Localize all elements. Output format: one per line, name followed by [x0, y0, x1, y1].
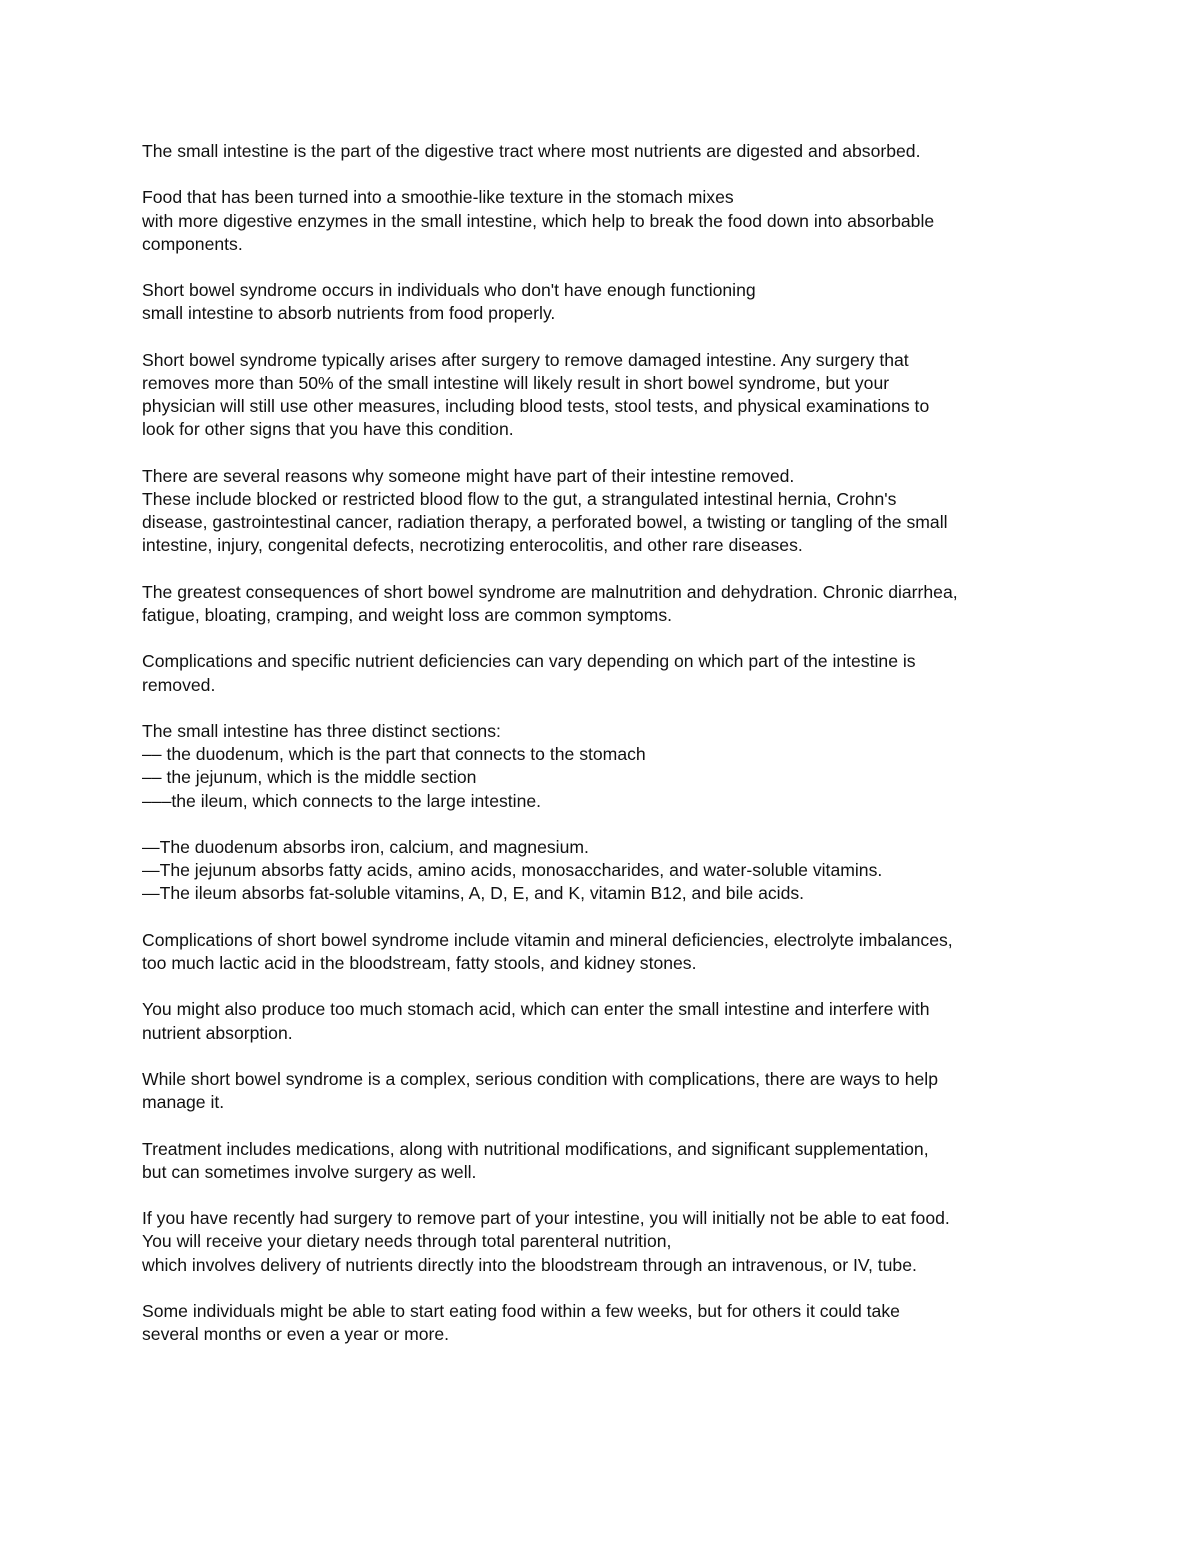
- paragraph: [142, 186, 1072, 256]
- text-line: –––the ileum, which connects to the large intestine.: [142, 790, 542, 811]
- paragraph: [142, 279, 1072, 325]
- paragraph: [142, 140, 1072, 163]
- text-line: —The duodenum absorbs iron, calcium, and magnesium.: [142, 836, 589, 857]
- paragraph: [142, 1068, 1072, 1114]
- paragraph: [142, 929, 1072, 975]
- text-line: Some individuals might be able to start eating food within a few weeks, but for others it could take: [142, 1300, 900, 1321]
- document-page: [142, 140, 1072, 1370]
- text-line: Short bowel syndrome typically arises after surgery to remove damaged intestine. Any surgery that: [142, 349, 909, 370]
- text-line: removed.: [142, 674, 216, 695]
- text-line: nutrient absorption.: [142, 1022, 293, 1043]
- text-line: These include blocked or restricted blood flow to the gut, a strangulated intestinal hernia, Crohn's: [142, 488, 897, 509]
- text-line: disease, gastrointestinal cancer, radiation therapy, a perforated bowel, a twisting or tangling of the small: [142, 512, 948, 533]
- text-line: –– the duodenum, which is the part that connects to the stomach: [142, 744, 646, 765]
- text-line: Treatment includes medications, along with nutritional modifications, and significant supplementation,: [142, 1138, 929, 1159]
- paragraph: [142, 465, 1072, 558]
- text-line: removes more than 50% of the small intestine will likely result in short bowel syndrome, but your: [142, 372, 890, 393]
- text-line: physician will still use other measures, including blood tests, stool tests, and physical examinations to: [142, 396, 930, 417]
- text-line: Food that has been turned into a smoothie-like texture in the stomach mixes: [142, 187, 734, 208]
- text-line: look for other signs that you have this condition.: [142, 419, 514, 440]
- text-line: You might also produce too much stomach acid, which can enter the small intestine and interfere with: [142, 999, 930, 1020]
- text-line: fatigue, bloating, cramping, and weight loss are common symptoms.: [142, 604, 673, 625]
- paragraph: [142, 1138, 1072, 1184]
- text-line: While short bowel syndrome is a complex, serious condition with complications, there are ways to help: [142, 1068, 938, 1089]
- text-line: If you have recently had surgery to remove part of your intestine, you will initially not be able to eat food.: [142, 1208, 950, 1229]
- text-line: which involves delivery of nutrients directly into the bloodstream through an intravenous, or IV, tube.: [142, 1254, 917, 1275]
- paragraph: [142, 1207, 1072, 1277]
- text-line: You will receive your dietary needs through total parenteral nutrition,: [142, 1231, 672, 1252]
- text-line: —The ileum absorbs fat-soluble vitamins, A, D, E, and K, vitamin B12, and bile acids.: [142, 883, 805, 904]
- text-line: The small intestine has three distinct sections:: [142, 720, 501, 741]
- text-line: The greatest consequences of short bowel syndrome are malnutrition and dehydration. Chronic diarrhea,: [142, 581, 958, 602]
- paragraph: [142, 581, 1072, 627]
- paragraph: [142, 720, 1072, 813]
- text-line: There are several reasons why someone might have part of their intestine removed.: [142, 465, 795, 486]
- text-line: too much lactic acid in the bloodstream, fatty stools, and kidney stones.: [142, 952, 697, 973]
- paragraph: [142, 650, 1072, 696]
- text-line: The small intestine is the part of the digestive tract where most nutrients are digested and absorbed.: [142, 141, 921, 161]
- text-line: –– the jejunum, which is the middle section: [142, 767, 477, 788]
- text-line: Short bowel syndrome occurs in individuals who don't have enough functioning: [142, 280, 756, 301]
- text-line: Complications of short bowel syndrome include vitamin and mineral deficiencies, electrolyte imbalances,: [142, 929, 953, 950]
- paragraph: [142, 836, 1072, 906]
- text-line: but can sometimes involve surgery as well.: [142, 1161, 477, 1182]
- text-line: components.: [142, 233, 243, 254]
- paragraph: [142, 1300, 1072, 1346]
- text-line: intestine, injury, congenital defects, necrotizing enterocolitis, and other rare diseases.: [142, 535, 803, 556]
- text-line: Complications and specific nutrient deficiencies can vary depending on which part of the intestine is: [142, 651, 916, 672]
- text-line: small intestine to absorb nutrients from food properly.: [142, 303, 556, 324]
- text-line: with more digestive enzymes in the small intestine, which help to break the food down into absorbable: [142, 210, 935, 231]
- text-line: —The jejunum absorbs fatty acids, amino acids, monosaccharides, and water-soluble vitamins.: [142, 860, 883, 881]
- paragraph: [142, 998, 1072, 1044]
- paragraph: [142, 349, 1072, 442]
- text-line: several months or even a year or more.: [142, 1324, 450, 1345]
- text-line: manage it.: [142, 1092, 225, 1113]
